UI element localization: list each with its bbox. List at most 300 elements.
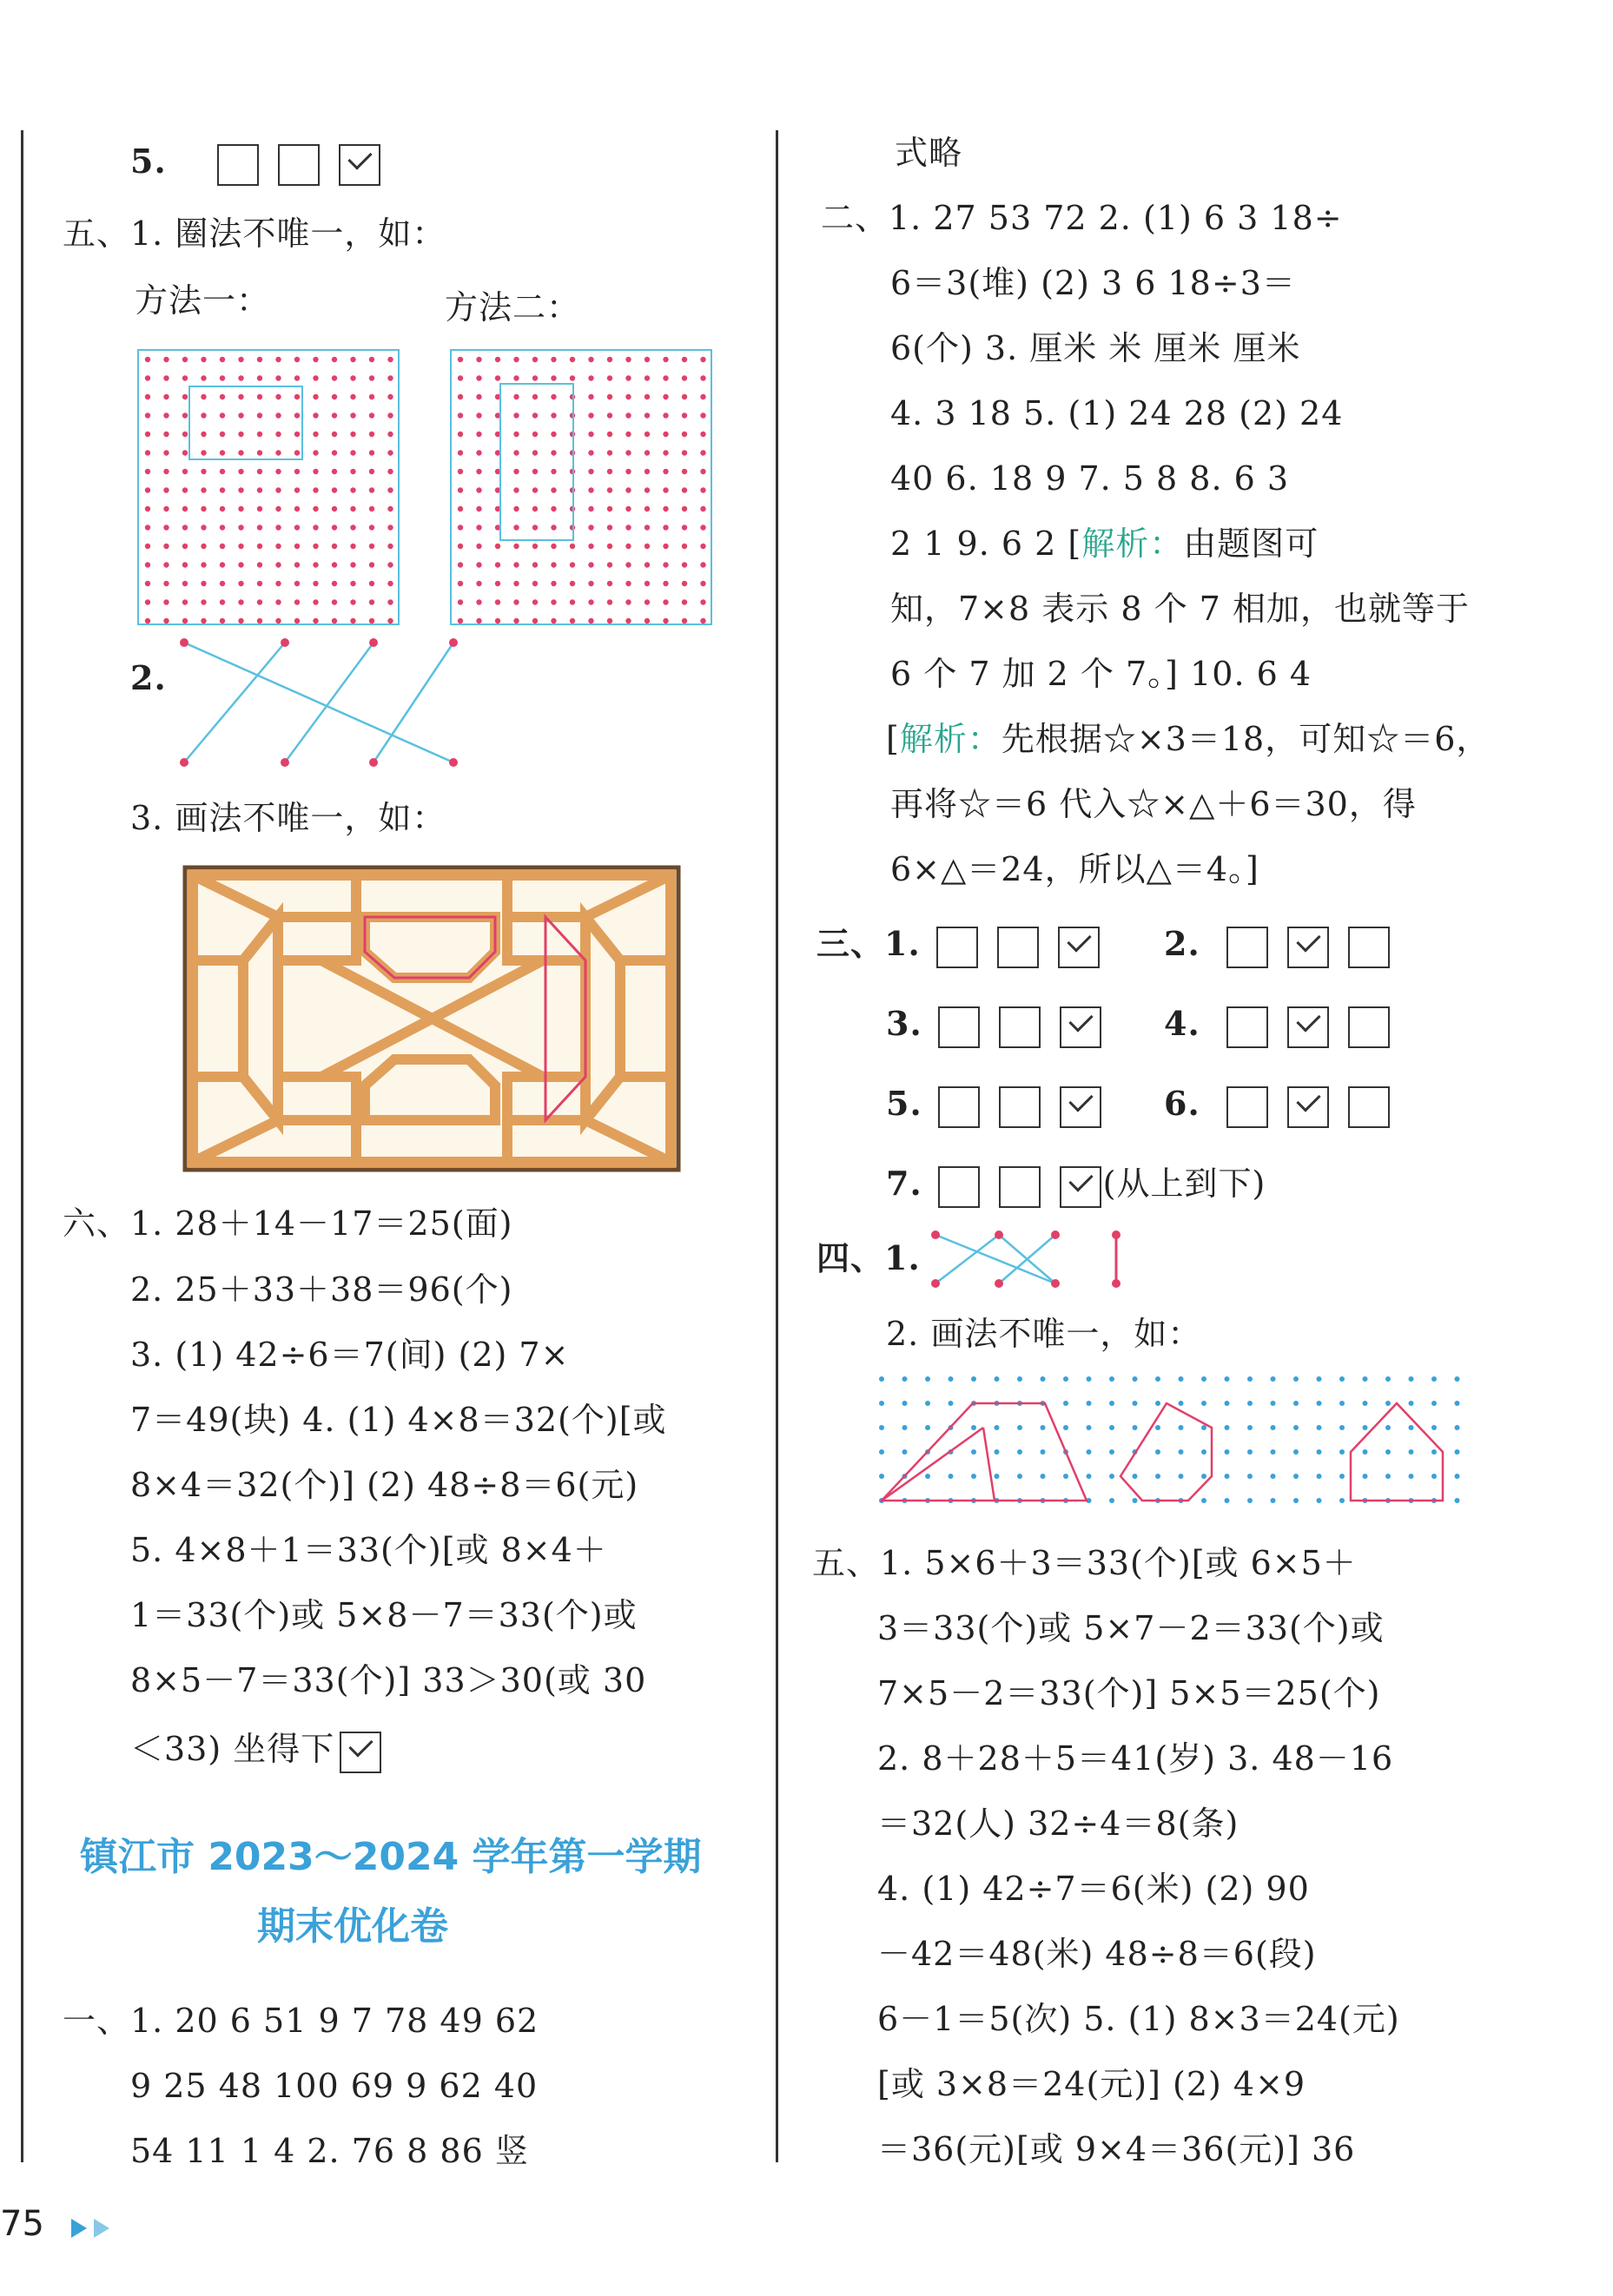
grid-dot — [588, 469, 593, 474]
grid-dot — [663, 525, 668, 530]
grid-dot — [182, 581, 188, 586]
grid-dot — [551, 487, 556, 492]
grid-dot — [182, 544, 188, 549]
grid-dot — [551, 525, 556, 530]
grid-dot — [369, 357, 374, 362]
grid-dot — [1109, 1425, 1114, 1430]
grid-dot — [476, 412, 481, 418]
grid-dot — [369, 506, 374, 511]
grid-dot — [682, 599, 687, 604]
grid-dot — [220, 432, 225, 437]
grid-dot — [163, 506, 169, 511]
grid-dot — [163, 599, 169, 604]
grid-dot — [458, 432, 463, 437]
grid-dot — [1339, 1498, 1345, 1503]
grid-dot — [458, 357, 463, 362]
grid-dot — [313, 618, 318, 623]
answer-box — [938, 1166, 980, 1208]
grid-dot — [570, 375, 575, 380]
grid-dot — [458, 394, 463, 399]
grid-dot — [145, 544, 150, 549]
grid-dot — [369, 432, 374, 437]
grid-dot — [1363, 1449, 1368, 1455]
grid-dot — [532, 544, 538, 549]
answer-box — [999, 1006, 1041, 1048]
grid-dot — [1271, 1449, 1276, 1455]
grid-dot — [145, 618, 150, 623]
answer-box-checked — [1058, 927, 1100, 968]
grid-dot — [275, 357, 281, 362]
grid-dot — [220, 562, 225, 567]
grid-dot — [1385, 1401, 1391, 1406]
grid-dot — [332, 562, 337, 567]
grid-dot — [369, 450, 374, 455]
grid-dot — [387, 469, 393, 474]
right-line-9: 6 个 7 加 2 个 7。] 10. 6 4 — [890, 655, 1312, 693]
grid-dot — [663, 469, 668, 474]
page-number: 75 — [0, 2204, 44, 2244]
grid-dot — [513, 544, 519, 549]
grid-dot — [1041, 1376, 1046, 1382]
grid-dot — [879, 1449, 884, 1455]
grid-dot — [588, 562, 593, 567]
grid-dot — [350, 394, 355, 399]
right-line-17: ＝32(人) 32÷4＝8(条) — [877, 1804, 1239, 1843]
right-line-15: 7×5－2＝33(个)] 5×5＝25(个) — [877, 1674, 1381, 1712]
grid-dot — [350, 562, 355, 567]
grid-dot — [663, 412, 668, 418]
grid-dot — [145, 525, 150, 530]
grid-dot — [513, 357, 519, 362]
right-line-16: 2. 8＋28＋5＝41(岁) 3. 48－16 — [877, 1739, 1394, 1778]
right-line-7: 2 1 9. 6 2 [解析：由题图可 — [890, 525, 1319, 563]
grid-dot — [458, 544, 463, 549]
grid-dot — [313, 450, 318, 455]
grid-dot — [369, 599, 374, 604]
method-one-label: 方法一： — [135, 281, 271, 320]
grid-dot — [387, 375, 393, 380]
grid-dot — [476, 450, 481, 455]
grid-dot — [1293, 1498, 1299, 1503]
grid-dot — [201, 394, 206, 399]
grid-dot — [387, 357, 393, 362]
grid-dot — [238, 450, 243, 455]
grid-dot — [682, 581, 687, 586]
grid-dot — [1247, 1498, 1253, 1503]
method-two-label: 方法二： — [445, 288, 581, 327]
grid-dot — [625, 375, 631, 380]
analysis-tag: 解析： — [899, 720, 1002, 758]
grid-dot — [902, 1376, 908, 1382]
grid-dot — [588, 544, 593, 549]
grid-dot — [625, 450, 631, 455]
grid-dot — [238, 618, 243, 623]
exam-subtitle: 期末优化卷 — [257, 1904, 448, 1949]
grid-dot — [182, 506, 188, 511]
grid-dot — [1133, 1401, 1138, 1406]
grid-dot — [607, 394, 612, 399]
grid-dot — [313, 599, 318, 604]
grid-dot — [257, 412, 262, 418]
grid-dot — [257, 357, 262, 362]
grid-dot — [145, 412, 150, 418]
grid-dot — [1293, 1449, 1299, 1455]
grid-dot — [238, 487, 243, 492]
grid-dot — [257, 562, 262, 567]
grid-dot — [476, 506, 481, 511]
grid-dot — [257, 506, 262, 511]
grid-dot — [1087, 1449, 1092, 1455]
grid-dot — [369, 618, 374, 623]
grid-dot — [257, 544, 262, 549]
grid-dot — [949, 1376, 954, 1382]
grid-dot — [369, 412, 374, 418]
grid-dot — [645, 375, 650, 380]
grid-dot — [458, 450, 463, 455]
grid-dot — [332, 450, 337, 455]
grid-dot — [369, 562, 374, 567]
grid-dot — [588, 394, 593, 399]
grid-dot — [332, 432, 337, 437]
grid-dot — [1179, 1376, 1184, 1382]
grid-dot — [700, 618, 705, 623]
grid-dot — [1385, 1376, 1391, 1382]
grid-dot — [220, 375, 225, 380]
grid-dot — [645, 394, 650, 399]
grid-dot — [551, 544, 556, 549]
grid-dot — [645, 506, 650, 511]
grid-dot — [275, 506, 281, 511]
left-section-5-1: 五、1. 圈法不唯一，如： — [63, 214, 446, 253]
grid-dot — [257, 581, 262, 586]
grid-dot — [220, 357, 225, 362]
grid-dot — [458, 506, 463, 511]
grid-dot — [294, 506, 300, 511]
grid-dot — [163, 357, 169, 362]
grid-dot — [1293, 1425, 1299, 1430]
grid-dot — [313, 412, 318, 418]
grid-dot — [476, 375, 481, 380]
grid-dot — [588, 432, 593, 437]
grid-dot — [1317, 1376, 1322, 1382]
grid-dot — [1339, 1474, 1345, 1479]
grid-dot — [332, 581, 337, 586]
grid-dot — [1109, 1474, 1114, 1479]
grid-dot — [1431, 1425, 1437, 1430]
grid-dot — [275, 581, 281, 586]
right-line-8: 知，7×8 表示 8 个 7 相加，也就等于 — [890, 590, 1470, 628]
answer-box — [1348, 1086, 1390, 1128]
grid-dot — [1363, 1401, 1368, 1406]
grid-dot — [387, 525, 393, 530]
grid-dot — [663, 544, 668, 549]
grid-dot — [257, 525, 262, 530]
grid-dot — [1201, 1401, 1206, 1406]
left-section-6-1: 六、1. 28＋14－17＝25(面) — [63, 1204, 513, 1243]
right-section-3-3: 3. — [886, 1003, 1121, 1048]
grid-dot — [663, 562, 668, 567]
grid-dot — [663, 357, 668, 362]
grid-dot — [145, 450, 150, 455]
grid-dot — [607, 432, 612, 437]
grid-dot — [625, 544, 631, 549]
grid-dot — [163, 450, 169, 455]
grid-dot — [1155, 1425, 1160, 1430]
grid-dot — [879, 1376, 884, 1382]
grid-dot — [682, 432, 687, 437]
grid-dot — [1409, 1474, 1414, 1479]
grid-dot — [275, 544, 281, 549]
left-line-13: ＜33) 坐得下 — [130, 1728, 400, 1773]
grid-dot — [607, 375, 612, 380]
left-item-3: 3. 画法不唯一，如： — [130, 799, 446, 837]
grid-dot — [607, 506, 612, 511]
grid-dot — [513, 450, 519, 455]
grid-dot — [588, 599, 593, 604]
grid-dot — [238, 375, 243, 380]
grid-dot — [682, 618, 687, 623]
grid-dot — [700, 525, 705, 530]
grid-dot — [458, 525, 463, 530]
grid-dot — [551, 450, 556, 455]
grid-dot — [700, 357, 705, 362]
grid-dot — [682, 487, 687, 492]
grid-dot — [313, 506, 318, 511]
grid-dot — [1063, 1376, 1068, 1382]
grid-dot — [275, 599, 281, 604]
grid-dot — [495, 618, 500, 623]
grid-dot — [1155, 1401, 1160, 1406]
grid-dot — [513, 562, 519, 567]
grid-dot — [971, 1474, 976, 1479]
grid-dot — [1201, 1376, 1206, 1382]
right-line-6: 40 6. 18 9 7. 5 8 8. 6 3 — [890, 459, 1290, 498]
grid-dot — [1271, 1498, 1276, 1503]
grid-dot — [458, 618, 463, 623]
arrow-icon — [94, 2219, 109, 2238]
grid-dot — [682, 562, 687, 567]
grid-dot — [1201, 1449, 1206, 1455]
answer-box — [936, 927, 978, 968]
grid-dot — [275, 394, 281, 399]
left-section-6-3: 3. (1) 42÷6＝7(间) (2) 7× — [130, 1336, 570, 1374]
grid-dot — [588, 506, 593, 511]
grid-dot — [220, 394, 225, 399]
grid-dot — [476, 469, 481, 474]
grid-dot — [275, 450, 281, 455]
grid-dot — [1109, 1376, 1114, 1382]
grid-dot — [1271, 1376, 1276, 1382]
grid-dot — [663, 432, 668, 437]
grid-dot — [1179, 1425, 1184, 1430]
grid-dot — [682, 506, 687, 511]
grid-dot — [1363, 1376, 1368, 1382]
grid-dot — [1155, 1474, 1160, 1479]
right-line-1: 式略 — [895, 134, 963, 172]
grid-dot — [182, 450, 188, 455]
grid-dot — [551, 394, 556, 399]
grid-dot — [1247, 1474, 1253, 1479]
grid-dot — [182, 469, 188, 474]
grid-dot — [879, 1425, 884, 1430]
grid-dot — [570, 357, 575, 362]
grid-dot — [682, 394, 687, 399]
grid-dot — [145, 432, 150, 437]
grid-dot — [1339, 1401, 1345, 1406]
grid-dot — [476, 599, 481, 604]
grid-dot — [145, 357, 150, 362]
grid-dot — [163, 525, 169, 530]
grid-dot — [551, 357, 556, 362]
grid-dot — [625, 469, 631, 474]
grid-dot — [332, 357, 337, 362]
grid-dot — [257, 618, 262, 623]
window-lattice-figure — [182, 865, 681, 1172]
right-section-4-1: 四、1. — [816, 1238, 921, 1277]
grid-dot — [682, 412, 687, 418]
grid-dot — [532, 432, 538, 437]
connect-dots-figure — [925, 1224, 1134, 1294]
grid-dot — [163, 618, 169, 623]
grid-dot — [476, 487, 481, 492]
grid-dot — [257, 450, 262, 455]
right-section-3-4: 4. — [1164, 1003, 1409, 1048]
grid-dot — [163, 562, 169, 567]
grid-dot — [294, 487, 300, 492]
grid-dot — [1455, 1474, 1460, 1479]
grid-dot — [313, 375, 318, 380]
right-line-5: 4. 3 18 5. (1) 24 28 (2) 24 — [890, 394, 1344, 432]
grid-dot — [1179, 1474, 1184, 1479]
grid-dot — [350, 618, 355, 623]
grid-dot — [332, 487, 337, 492]
grid-dot — [332, 469, 337, 474]
answer-box-checked — [1060, 1166, 1101, 1208]
answer-box — [1348, 927, 1390, 968]
grid-dot — [995, 1425, 1000, 1430]
grid-dot — [513, 487, 519, 492]
grid-dot — [201, 450, 206, 455]
grid-dot — [551, 375, 556, 380]
grid-dot — [1133, 1376, 1138, 1382]
grid-dot — [163, 469, 169, 474]
grid-dot — [163, 544, 169, 549]
answer-box — [999, 1166, 1041, 1208]
circled-region — [500, 384, 573, 540]
grid-dot — [257, 394, 262, 399]
grid-dot — [925, 1474, 930, 1479]
answer-box — [997, 927, 1039, 968]
grid-dot — [551, 469, 556, 474]
grid-dot — [350, 412, 355, 418]
grid-dot — [369, 394, 374, 399]
grid-dot — [645, 487, 650, 492]
grid-dot — [313, 357, 318, 362]
grid-dot — [1271, 1401, 1276, 1406]
grid-dot — [145, 394, 150, 399]
grid-dot — [625, 357, 631, 362]
grid-dot — [663, 450, 668, 455]
answer-box — [938, 1086, 980, 1128]
grid-dot — [1041, 1425, 1046, 1430]
grid-dot — [551, 599, 556, 604]
left-item-5: 5. — [130, 141, 400, 186]
grid-dot — [369, 375, 374, 380]
grid-dot — [145, 487, 150, 492]
grid-dot — [588, 618, 593, 623]
grid-dot — [588, 375, 593, 380]
grid-dot — [332, 544, 337, 549]
grid-dot — [350, 506, 355, 511]
grid-dot — [532, 506, 538, 511]
grid-dot — [949, 1401, 954, 1406]
grid-dot — [513, 506, 519, 511]
grid-dot — [275, 487, 281, 492]
grid-dot — [625, 487, 631, 492]
grid-dot — [1431, 1449, 1437, 1455]
grid-dot — [387, 562, 393, 567]
drawn-shape-line — [882, 1428, 983, 1501]
grid-dot — [532, 412, 538, 418]
grid-dot — [294, 432, 300, 437]
grid-dot — [182, 412, 188, 418]
grid-dot — [332, 599, 337, 604]
grid-dot — [532, 525, 538, 530]
grid-dot — [645, 562, 650, 567]
grid-dot — [1017, 1474, 1022, 1479]
grid-dot — [1201, 1498, 1206, 1503]
grid-dot — [476, 525, 481, 530]
grid-dot — [700, 562, 705, 567]
grid-dot — [1109, 1449, 1114, 1455]
grid-dot — [294, 562, 300, 567]
grid-dot — [513, 469, 519, 474]
grid-dot — [513, 432, 519, 437]
grid-dot — [350, 357, 355, 362]
grid-dot — [294, 544, 300, 549]
grid-dot — [350, 432, 355, 437]
grid-dot — [332, 375, 337, 380]
grid-dot — [182, 562, 188, 567]
grid-dot — [1225, 1449, 1230, 1455]
grid-dot — [1339, 1376, 1345, 1382]
grid-dot — [495, 357, 500, 362]
grid-dot — [145, 375, 150, 380]
grid-dot — [332, 618, 337, 623]
grid-dot — [238, 562, 243, 567]
grid-dot — [495, 562, 500, 567]
grid-dot — [275, 375, 281, 380]
grid-dot — [369, 469, 374, 474]
grid-dot — [1155, 1449, 1160, 1455]
left-section-6-5: 5. 4×8＋1＝33(个)[或 8×4＋ — [130, 1531, 607, 1569]
answer-box — [1226, 1006, 1268, 1048]
right-section-4-2: 2. 画法不唯一，如： — [886, 1315, 1202, 1353]
grid-dot — [294, 357, 300, 362]
grid-dot — [1455, 1376, 1460, 1382]
grid-dot — [1271, 1425, 1276, 1430]
grid-dot — [238, 469, 243, 474]
grid-dot — [220, 599, 225, 604]
grid-dot — [201, 525, 206, 530]
grid-dot — [513, 599, 519, 604]
grid-dot — [925, 1425, 930, 1430]
grid-dot — [182, 375, 188, 380]
grid-dot — [238, 506, 243, 511]
answer-box — [938, 1006, 980, 1048]
grid-dot — [625, 432, 631, 437]
dot-grid-method-two — [450, 349, 712, 625]
